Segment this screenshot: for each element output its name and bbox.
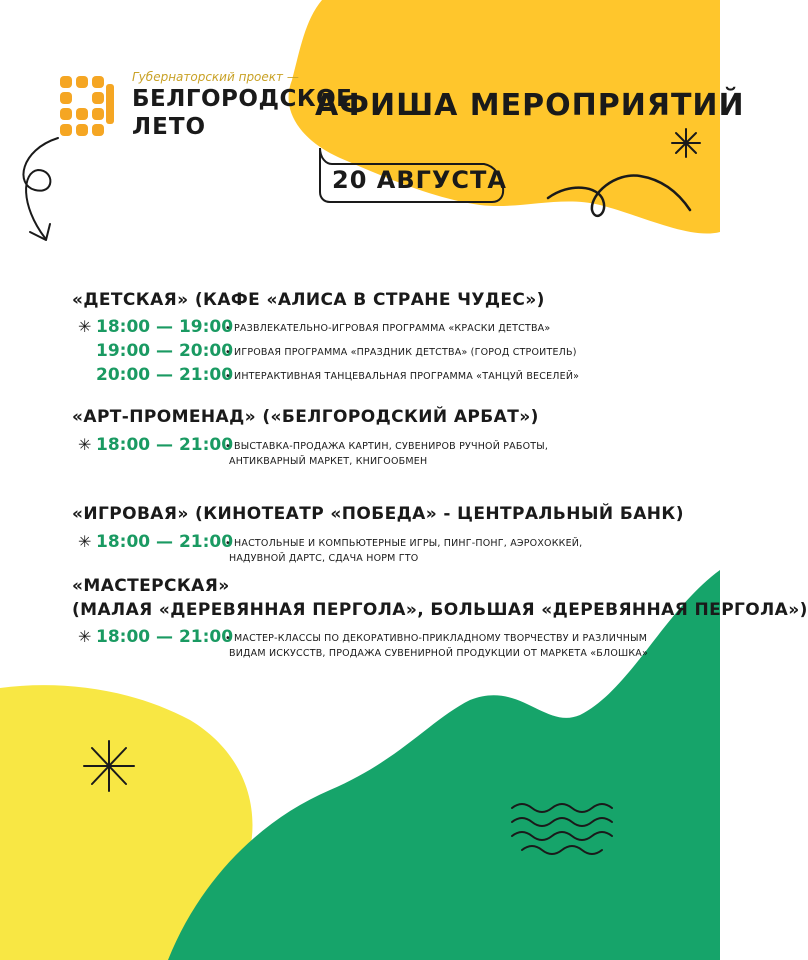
event-description bbox=[225, 439, 548, 469]
event-description-line: АНТИКВАРНЫЙ МАРКЕТ, КНИГООБМЕН bbox=[229, 456, 428, 467]
logo-mark-icon bbox=[56, 72, 116, 142]
venue-title: «ДЕТСКАЯ» (КАФЕ «АЛИСА В СТРАНЕ ЧУДЕС») bbox=[72, 290, 545, 310]
event-time: 20:00 — 21:00 bbox=[96, 365, 234, 385]
event-time: 18:00 — 21:00 bbox=[96, 435, 234, 455]
event-description-line: • МАСТЕР-КЛАССЫ ПО ДЕКОРАТИВНО-ПРИКЛАДНОМУ ТВОРЧЕСТВУ И РАЗЛИЧНЫМ bbox=[225, 633, 648, 644]
project-caption: Губернаторский проект — bbox=[132, 70, 299, 84]
event-description-line: • ВЫСТАВКА-ПРОДАЖА КАРТИН, СУВЕНИРОВ РУЧНОЙ РАБОТЫ, bbox=[225, 441, 549, 452]
asterisk-icon: ✳ bbox=[78, 435, 92, 454]
page-title: АФИША МЕРОПРИЯТИЙ bbox=[315, 88, 745, 123]
asterisk-icon: ✳ bbox=[78, 627, 92, 646]
event-row bbox=[78, 532, 698, 568]
star-bottom-left bbox=[84, 741, 134, 791]
event-row bbox=[78, 341, 698, 361]
event-time: 18:00 — 21:00 bbox=[96, 627, 234, 647]
venue-subtitle: (МАЛАЯ «ДЕРЕВЯННАЯ ПЕРГОЛА», БОЛЬШАЯ «ДЕРЕВЯННАЯ ПЕРГОЛА») bbox=[72, 600, 808, 620]
squiggle-arrow bbox=[23, 138, 58, 238]
event-description-line: ВИДАМ ИСКУССТВ, ПРОДАЖА СУВЕНИРНОЙ ПРОДУКЦИИ ОТ МАРКЕТА «БЛОШКА» bbox=[229, 648, 649, 659]
event-row bbox=[78, 627, 698, 663]
asterisk-icon: ✳ bbox=[78, 532, 92, 551]
brand-name-line2: ЛЕТО bbox=[132, 114, 207, 140]
brand-name-line1: БЕЛГОРОДСКОЕ bbox=[132, 86, 353, 112]
event-description bbox=[225, 536, 582, 566]
event-date: 20 АВГУСТА bbox=[332, 166, 507, 194]
venue-title: «ИГРОВАЯ» (КИНОТЕАТР «ПОБЕДА» - ЦЕНТРАЛЬНЫЙ БАНК) bbox=[72, 504, 684, 524]
event-row bbox=[78, 435, 698, 471]
asterisk-icon: ✳ bbox=[78, 317, 92, 336]
event-time: 18:00 — 21:00 bbox=[96, 532, 234, 552]
event-description-line: • НАСТОЛЬНЫЕ И КОМПЬЮТЕРНЫЕ ИГРЫ, ПИНГ-ПОНГ, АЭРОХОККЕЙ, bbox=[225, 538, 583, 549]
event-description: • ИГРОВАЯ ПРОГРАММА «ПРАЗДНИК ДЕТСТВА» (ГОРОД СТРОИТЕЛЬ) bbox=[225, 347, 577, 358]
venue-title: «АРТ-ПРОМЕНАД» («БЕЛГОРОДСКИЙ АРБАТ») bbox=[72, 407, 539, 427]
event-description-line: НАДУВНОЙ ДАРТС, СДАЧА НОРМ ГТО bbox=[229, 553, 419, 564]
star-top-right bbox=[672, 129, 700, 157]
event-row bbox=[78, 317, 698, 337]
event-time: 18:00 — 19:00 bbox=[96, 317, 234, 337]
event-description: • РАЗВЛЕКАТЕЛЬНО-ИГРОВАЯ ПРОГРАММА «КРАСКИ ДЕТСТВА» bbox=[225, 323, 551, 334]
event-row bbox=[78, 365, 698, 385]
event-description: • ИНТЕРАКТИВНАЯ ТАНЦЕВАЛЬНАЯ ПРОГРАММА «ТАНЦУЙ ВЕСЕЛЕЙ» bbox=[225, 371, 580, 382]
venue-title: «МАСТЕРСКАЯ» bbox=[72, 576, 230, 596]
event-description bbox=[225, 631, 648, 661]
event-time: 19:00 — 20:00 bbox=[96, 341, 234, 361]
